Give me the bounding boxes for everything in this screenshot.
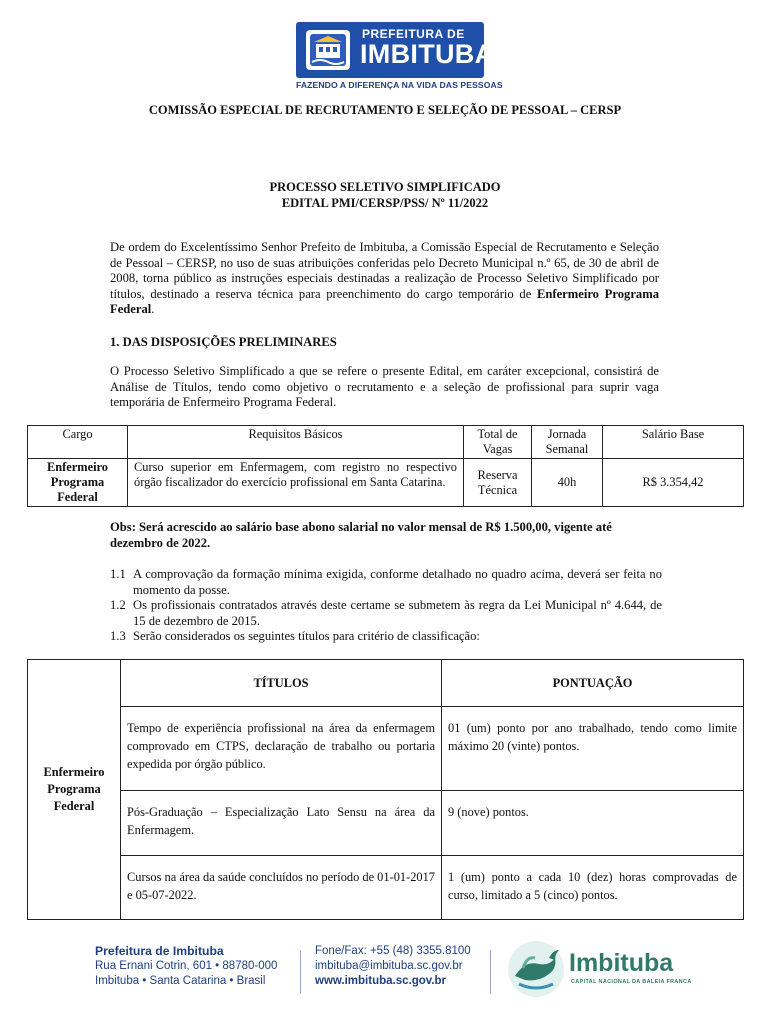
logo-prefix: PREFEITURA DE (362, 27, 465, 41)
table-row (28, 791, 744, 856)
cell-vagas: Reserva Técnica (464, 459, 532, 507)
footer-logo-name: Imbituba (569, 949, 674, 977)
page-footer (0, 936, 770, 1006)
intro-end: . (151, 302, 155, 316)
item-number: 1.2 (110, 598, 126, 612)
cell-pontuacao: 9 (nove) pontos. (442, 791, 744, 856)
job-table-row (28, 459, 744, 507)
titles-table (27, 659, 744, 920)
logo-tagline: FAZENDO A DIFERENÇA NA VIDA DAS PESSOAS (296, 80, 503, 90)
intro-paragraph (110, 240, 659, 318)
list-item (110, 567, 662, 598)
obs-note: Obs: Será acrescido ao salário base abono salarial no valor mensal de R$ 1.500,00, vigente até dezembro de 2022. (110, 520, 612, 550)
table-row (28, 707, 744, 791)
footer-logo-sub: CAPITAL NACIONAL DA BALEIA FRANCA (571, 979, 692, 985)
cell-cargo: Enfermeiro Programa Federal (28, 459, 128, 507)
item-number: 1.1 (110, 567, 126, 581)
footer-logo (505, 936, 692, 1002)
cell-pontuacao: 1 (um) ponto a cada 10 (dez) horas comprovadas de curso, limitado a 5 (cinco) pontos. (442, 856, 744, 920)
footer-divider (300, 950, 301, 994)
header-jornada: Jornada Semanal (532, 426, 603, 459)
cell-titulo: Tempo de experiência profissional na área da enfermagem comprovado em CTPS, declaração de trabalho ou portaria expedida por órgão público. (121, 707, 442, 791)
list-item (110, 629, 662, 645)
table-row (28, 856, 744, 920)
footer-phone: Fone/Fax: +55 (48) 3355.8100 (315, 945, 471, 957)
list-item (110, 598, 662, 629)
edital-title: EDITAL PMI/CERSP/PSS/ Nº 11/2022 (281, 196, 489, 210)
cell-requisitos: Curso superior em Enfermagem, com registro no respectivo órgão fiscalizador do exercício profissional em Santa Catarina. (128, 459, 464, 507)
footer-contact (315, 944, 471, 989)
footer-divider (490, 950, 491, 994)
committee-title: COMISSÃO ESPECIAL DE RECRUTAMENTO E SELEÇÃO DE PESSOAL – CERSP (148, 103, 622, 117)
item-number: 1.3 (110, 629, 126, 643)
header-salario: Salário Base (603, 426, 744, 459)
items-list (110, 567, 662, 645)
footer-address (95, 944, 277, 989)
intro-bold: Enfermeiro Programa Federal (110, 286, 659, 316)
section-1-paragraph: O Processo Seletivo Simplificado a que se refere o presente Edital, em caráter excepcional, consistirá de Análise de Títulos, tendo como objetivo o recrutamento e a seleção de profissional para suprir vaga temporária de Enfermeiro Programa Federal. (110, 364, 659, 409)
item-text: Os profissionais contratados através deste certame se submetem às regra da Lei Municipal nº 4.644, de 15 de dezembro de 2015. (133, 598, 662, 628)
item-text: A comprovação da formação mínima exigida, conforme detalhado no quadro acima, deverá ser feita no momento da posse. (133, 567, 662, 597)
header-cargo: Cargo (28, 426, 128, 459)
footer-address-line1: Rua Ernani Cotrin, 601 • 88780-000 (95, 960, 278, 972)
job-table (27, 425, 744, 507)
header-requisitos: Requisitos Básicos (128, 426, 464, 459)
header-vagas: Total de Vagas (464, 426, 532, 459)
header-pontuacao: PONTUAÇÃO (442, 660, 744, 707)
cell-titulo: Pós-Graduação – Especialização Lato Sensu na área da Enfermagem. (121, 791, 442, 856)
cell-jornada: 40h (532, 459, 603, 507)
cell-salario: R$ 3.354,42 (603, 459, 744, 507)
intro-text: De ordem do Excelentíssimo Senhor Prefeito de Imbituba, a Comissão Especial de Recrutamento e Seleção de Pessoal – CERSP, no uso de suas atribuições conferidas pelo Decreto Municipal n.º 65, de 30 de abril de 2008, torna público as instruções especiais destinadas a realização de Processo Seletivo Simplificado por títulos, destinado a reserva técnica para preenchimento do cargo temporário de (110, 240, 659, 301)
titles-table-header (28, 660, 744, 707)
process-title: PROCESSO SELETIVO SIMPLIFICADO (269, 180, 501, 194)
cell-titulo: Cursos na área da saúde concluídos no período de 01-01-2017 e 05-07-2022. (121, 856, 442, 920)
logo-banner (296, 22, 495, 78)
section-1-heading: 1. DAS DISPOSIÇÕES PRELIMINARES (110, 335, 337, 349)
cell-side-label: Enfermeiro Programa Federal (28, 660, 121, 920)
cell-pontuacao: 01 (um) ponto por ano trabalhado, tendo como limite máximo 20 (vinte) pontos. (442, 707, 744, 791)
job-table-header (28, 426, 744, 459)
item-text: Serão considerados os seguintes títulos para critério de classificação: (133, 629, 480, 643)
footer-address-line2: Imbituba • Santa Catarina • Brasil (95, 975, 266, 987)
footer-email: imbituba@imbituba.sc.gov.br (315, 960, 463, 972)
footer-website: www.imbituba.sc.gov.br (315, 975, 446, 987)
header-titulos: TÍTULOS (121, 660, 442, 707)
city-crest-icon (302, 26, 354, 74)
header-logo (296, 22, 503, 92)
whale-icon (505, 938, 567, 1000)
footer-org: Prefeitura de Imbituba (95, 944, 224, 958)
logo-name: IMBITUBA (360, 39, 495, 69)
